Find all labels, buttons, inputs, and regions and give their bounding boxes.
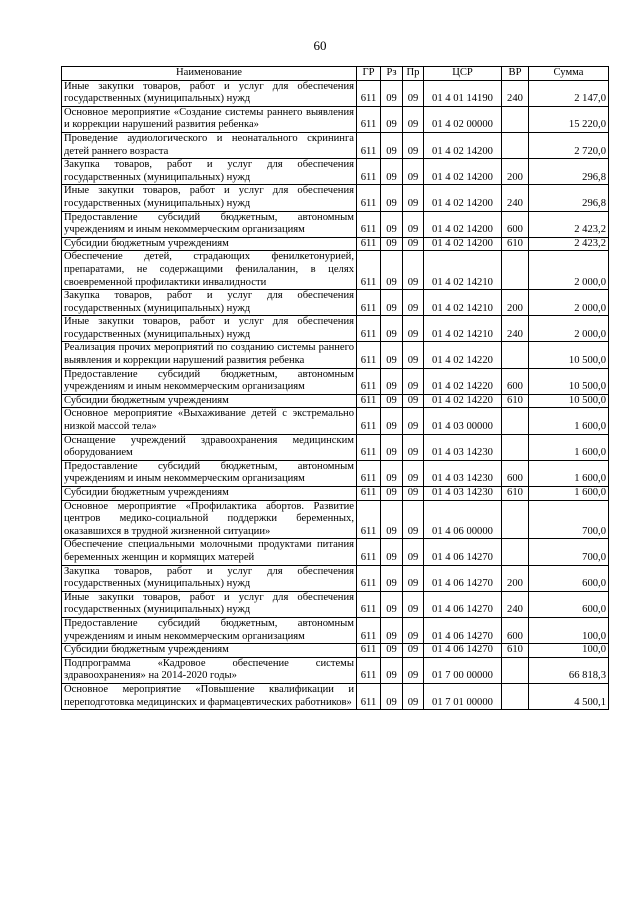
table-row [62, 539, 609, 565]
cell-pr: 09 [403, 316, 424, 342]
cell-name: Основное мероприятие «Повышение квалификации и переподготовка медицинских и фармацевтических работников» [62, 683, 357, 709]
cell-vr: 240 [502, 591, 529, 617]
cell-pr: 09 [403, 159, 424, 185]
cell-gr: 611 [357, 408, 381, 434]
cell-gr: 611 [357, 132, 381, 158]
cell-pr: 09 [403, 591, 424, 617]
cell-rz: 09 [381, 316, 403, 342]
cell-sum: 2 000,0 [529, 290, 609, 316]
cell-name: Обеспечение специальными молочными продуктами питания беременных женщин и кормящих матерей [62, 539, 357, 565]
table-row [62, 211, 609, 237]
table-row [62, 434, 609, 460]
table-row [62, 565, 609, 591]
cell-sum: 10 500,0 [529, 342, 609, 368]
cell-csr: 01 4 02 14200 [424, 211, 502, 237]
cell-vr [502, 500, 529, 539]
header-name: Наименование [62, 67, 357, 81]
cell-rz: 09 [381, 434, 403, 460]
cell-pr: 09 [403, 460, 424, 486]
cell-csr: 01 4 02 14220 [424, 368, 502, 394]
cell-csr: 01 4 03 14230 [424, 487, 502, 501]
cell-vr: 600 [502, 368, 529, 394]
cell-rz: 09 [381, 539, 403, 565]
cell-pr: 09 [403, 342, 424, 368]
cell-pr: 09 [403, 185, 424, 211]
cell-vr [502, 106, 529, 132]
cell-vr [502, 408, 529, 434]
cell-pr: 09 [403, 237, 424, 251]
cell-gr: 611 [357, 316, 381, 342]
cell-vr: 240 [502, 80, 529, 106]
cell-rz: 09 [381, 106, 403, 132]
cell-rz: 09 [381, 185, 403, 211]
cell-pr: 09 [403, 251, 424, 290]
cell-csr: 01 4 02 14200 [424, 185, 502, 211]
cell-pr: 09 [403, 80, 424, 106]
cell-sum: 100,0 [529, 644, 609, 658]
cell-gr: 611 [357, 644, 381, 658]
cell-name: Закупка товаров, работ и услуг для обеспечения государственных (муниципальных) нужд [62, 159, 357, 185]
cell-vr: 200 [502, 565, 529, 591]
cell-gr: 611 [357, 657, 381, 683]
cell-pr: 09 [403, 211, 424, 237]
table-row [62, 487, 609, 501]
cell-vr [502, 539, 529, 565]
cell-name: Предоставление субсидий бюджетным, автономным учреждениям и иным некоммерческим организациям [62, 460, 357, 486]
cell-name: Субсидии бюджетным учреждениям [62, 394, 357, 408]
cell-csr: 01 7 00 00000 [424, 657, 502, 683]
table-row [62, 342, 609, 368]
cell-gr: 611 [357, 591, 381, 617]
cell-csr: 01 4 06 14270 [424, 565, 502, 591]
cell-vr: 610 [502, 237, 529, 251]
cell-rz: 09 [381, 657, 403, 683]
cell-sum: 2 000,0 [529, 316, 609, 342]
cell-pr: 09 [403, 539, 424, 565]
table-row [62, 368, 609, 394]
table-row [62, 185, 609, 211]
cell-pr: 09 [403, 394, 424, 408]
cell-sum: 2 423,2 [529, 211, 609, 237]
cell-name: Иные закупки товаров, работ и услуг для обеспечения государственных (муниципальных) нужд [62, 185, 357, 211]
cell-gr: 611 [357, 237, 381, 251]
cell-pr: 09 [403, 565, 424, 591]
cell-gr: 611 [357, 683, 381, 709]
cell-sum: 15 220,0 [529, 106, 609, 132]
cell-name: Подпрограмма «Кадровое обеспечение системы здравоохранения» на 2014-2020 годы» [62, 657, 357, 683]
cell-gr: 611 [357, 460, 381, 486]
cell-csr: 01 7 01 00000 [424, 683, 502, 709]
cell-gr: 611 [357, 185, 381, 211]
cell-rz: 09 [381, 251, 403, 290]
cell-name: Иные закупки товаров, работ и услуг для обеспечения государственных (муниципальных) нужд [62, 316, 357, 342]
header-gr: ГР [357, 67, 381, 81]
cell-sum: 10 500,0 [529, 368, 609, 394]
cell-name: Иные закупки товаров, работ и услуг для обеспечения государственных (муниципальных) нужд [62, 591, 357, 617]
cell-pr: 09 [403, 487, 424, 501]
table-row [62, 408, 609, 434]
cell-rz: 09 [381, 368, 403, 394]
cell-pr: 09 [403, 290, 424, 316]
cell-vr [502, 683, 529, 709]
cell-name: Оснащение учреждений здравоохранения медицинским оборудованием [62, 434, 357, 460]
table-row [62, 132, 609, 158]
table-body [62, 80, 609, 710]
cell-sum: 100,0 [529, 617, 609, 643]
cell-sum: 700,0 [529, 500, 609, 539]
table-row [62, 657, 609, 683]
cell-rz: 09 [381, 617, 403, 643]
cell-gr: 611 [357, 539, 381, 565]
cell-sum: 296,8 [529, 159, 609, 185]
page-number: 60 [313, 38, 327, 53]
cell-name: Реализация прочих мероприятий по созданию системы раннего выявления и коррекции нарушений развития ребенка [62, 342, 357, 368]
cell-vr [502, 657, 529, 683]
cell-csr: 01 4 02 14200 [424, 237, 502, 251]
cell-sum: 600,0 [529, 565, 609, 591]
cell-sum: 1 600,0 [529, 408, 609, 434]
cell-sum: 600,0 [529, 591, 609, 617]
cell-csr: 01 4 02 14220 [424, 342, 502, 368]
cell-csr: 01 4 06 14270 [424, 644, 502, 658]
cell-gr: 611 [357, 80, 381, 106]
cell-rz: 09 [381, 237, 403, 251]
header-rz: Рз [381, 67, 403, 81]
cell-csr: 01 4 03 00000 [424, 408, 502, 434]
cell-pr: 09 [403, 683, 424, 709]
cell-vr: 240 [502, 185, 529, 211]
cell-csr: 01 4 02 14210 [424, 290, 502, 316]
table-row [62, 80, 609, 106]
cell-rz: 09 [381, 394, 403, 408]
cell-sum: 1 600,0 [529, 460, 609, 486]
cell-name: Субсидии бюджетным учреждениям [62, 237, 357, 251]
cell-name: Предоставление субсидий бюджетным, автономным учреждениям и иным некоммерческим организациям [62, 617, 357, 643]
header-vr: ВР [502, 67, 529, 81]
cell-rz: 09 [381, 565, 403, 591]
cell-rz: 09 [381, 487, 403, 501]
cell-gr: 611 [357, 251, 381, 290]
cell-rz: 09 [381, 80, 403, 106]
cell-csr: 01 4 06 00000 [424, 500, 502, 539]
cell-rz: 09 [381, 500, 403, 539]
table-row [62, 591, 609, 617]
table-row [62, 159, 609, 185]
cell-csr: 01 4 02 00000 [424, 106, 502, 132]
cell-pr: 09 [403, 657, 424, 683]
cell-sum: 66 818,3 [529, 657, 609, 683]
cell-sum: 1 600,0 [529, 434, 609, 460]
cell-csr: 01 4 02 14210 [424, 316, 502, 342]
cell-pr: 09 [403, 617, 424, 643]
cell-name: Закупка товаров, работ и услуг для обеспечения государственных (муниципальных) нужд [62, 290, 357, 316]
cell-gr: 611 [357, 342, 381, 368]
cell-name: Предоставление субсидий бюджетным, автономным учреждениям и иным некоммерческим организациям [62, 211, 357, 237]
cell-gr: 611 [357, 565, 381, 591]
cell-vr: 610 [502, 394, 529, 408]
table-row [62, 460, 609, 486]
cell-csr: 01 4 02 14220 [424, 394, 502, 408]
cell-vr [502, 434, 529, 460]
cell-gr: 611 [357, 211, 381, 237]
cell-rz: 09 [381, 460, 403, 486]
cell-rz: 09 [381, 342, 403, 368]
cell-gr: 611 [357, 290, 381, 316]
cell-pr: 09 [403, 106, 424, 132]
cell-csr: 01 4 02 14200 [424, 132, 502, 158]
table-row [62, 251, 609, 290]
cell-gr: 611 [357, 106, 381, 132]
cell-vr [502, 342, 529, 368]
cell-vr: 600 [502, 460, 529, 486]
cell-rz: 09 [381, 591, 403, 617]
table-row [62, 290, 609, 316]
cell-vr: 240 [502, 316, 529, 342]
cell-vr: 200 [502, 159, 529, 185]
table-row [62, 683, 609, 709]
table-row [62, 617, 609, 643]
cell-rz: 09 [381, 408, 403, 434]
cell-gr: 611 [357, 434, 381, 460]
cell-rz: 09 [381, 159, 403, 185]
table-row [62, 394, 609, 408]
table-row [62, 500, 609, 539]
table-row [62, 316, 609, 342]
cell-pr: 09 [403, 132, 424, 158]
cell-sum: 2 423,2 [529, 237, 609, 251]
cell-sum: 1 600,0 [529, 487, 609, 501]
cell-csr: 01 4 03 14230 [424, 460, 502, 486]
header-pr: Пр [403, 67, 424, 81]
table-row [62, 237, 609, 251]
budget-table [61, 66, 609, 710]
cell-rz: 09 [381, 683, 403, 709]
table-row [62, 644, 609, 658]
cell-name: Основное мероприятие «Создание системы раннего выявления и коррекции нарушений развития ребенка» [62, 106, 357, 132]
cell-gr: 611 [357, 617, 381, 643]
cell-sum: 4 500,1 [529, 683, 609, 709]
cell-name: Основное мероприятие «Выхаживание детей с экстремально низкой массой тела» [62, 408, 357, 434]
cell-pr: 09 [403, 368, 424, 394]
cell-csr: 01 4 03 14230 [424, 434, 502, 460]
cell-rz: 09 [381, 211, 403, 237]
cell-gr: 611 [357, 394, 381, 408]
cell-name: Проведение аудиологического и неонатального скрининга детей раннего возраста [62, 132, 357, 158]
table-row [62, 106, 609, 132]
cell-gr: 611 [357, 368, 381, 394]
cell-vr [502, 251, 529, 290]
cell-sum: 10 500,0 [529, 394, 609, 408]
header-sum: Сумма [529, 67, 609, 81]
cell-sum: 700,0 [529, 539, 609, 565]
cell-csr: 01 4 01 14190 [424, 80, 502, 106]
cell-vr: 610 [502, 644, 529, 658]
cell-name: Предоставление субсидий бюджетным, автономным учреждениям и иным некоммерческим организациям [62, 368, 357, 394]
header-csr: ЦСР [424, 67, 502, 81]
cell-rz: 09 [381, 290, 403, 316]
cell-rz: 09 [381, 644, 403, 658]
cell-name: Основное мероприятие «Профилактика абортов. Развитие центров медико-социальной поддержки беременных, оказавшихся в трудной жизненной ситуации» [62, 500, 357, 539]
cell-vr: 600 [502, 211, 529, 237]
cell-pr: 09 [403, 644, 424, 658]
cell-vr: 600 [502, 617, 529, 643]
cell-csr: 01 4 02 14210 [424, 251, 502, 290]
cell-csr: 01 4 06 14270 [424, 591, 502, 617]
cell-rz: 09 [381, 132, 403, 158]
cell-vr [502, 132, 529, 158]
cell-name: Субсидии бюджетным учреждениям [62, 487, 357, 501]
cell-name: Закупка товаров, работ и услуг для обеспечения государственных (муниципальных) нужд [62, 565, 357, 591]
cell-gr: 611 [357, 159, 381, 185]
cell-sum: 296,8 [529, 185, 609, 211]
cell-name: Субсидии бюджетным учреждениям [62, 644, 357, 658]
cell-pr: 09 [403, 408, 424, 434]
cell-csr: 01 4 06 14270 [424, 539, 502, 565]
cell-csr: 01 4 02 14200 [424, 159, 502, 185]
cell-csr: 01 4 06 14270 [424, 617, 502, 643]
cell-pr: 09 [403, 500, 424, 539]
cell-sum: 2 720,0 [529, 132, 609, 158]
cell-gr: 611 [357, 500, 381, 539]
cell-gr: 611 [357, 487, 381, 501]
cell-vr: 200 [502, 290, 529, 316]
cell-pr: 09 [403, 434, 424, 460]
cell-name: Обеспечение детей, страдающих фенилкетонурией, препаратами, не содержащими фенилаланин, в целях своевременной профилактики инвалидности [62, 251, 357, 290]
table-header-row [62, 67, 609, 81]
cell-vr: 610 [502, 487, 529, 501]
cell-sum: 2 000,0 [529, 251, 609, 290]
cell-name: Иные закупки товаров, работ и услуг для обеспечения государственных (муниципальных) нужд [62, 80, 357, 106]
cell-sum: 2 147,0 [529, 80, 609, 106]
